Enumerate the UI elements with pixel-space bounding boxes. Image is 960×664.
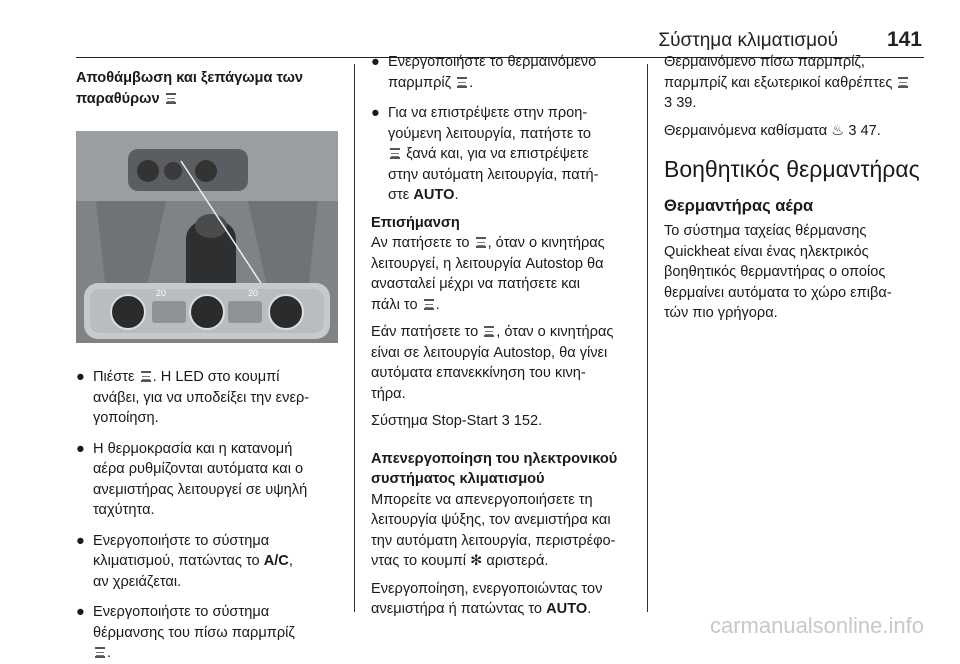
temp-label-right: 20 (248, 288, 259, 298)
body-paragraph: Μπορείτε να απενεργοποιήσετε τη λειτουργία ψύξης, τον ανεμιστήρα και την αυτόματη λειτουργία, περιστρέφο- ντας το κουμπί ✻ αριστερά. (371, 491, 616, 569)
temp-label-left: 20 (156, 288, 167, 298)
cross-reference: Σύστημα Stop-Start 3 152. (371, 413, 543, 429)
rear-window-heater-icon (95, 647, 105, 658)
list-item: ● Η θερμοκρασία και η κατανομή αέρα ρυθμίζονται αυτόματα και ο ανεμιστήρας λειτουργεί σε υψηλή ταχύτητα. (76, 440, 308, 518)
section-title: Βοηθητικός θερμαντήρας (664, 156, 920, 182)
body-paragraph: Ενεργοποίηση, ενεργοποιώντας τον ανεμιστήρα ή πατώντας το AUTO. (371, 580, 603, 617)
column-1 (76, 68, 340, 664)
subsection-title: Θερμαντήρας αέρα (664, 197, 814, 215)
list-item: ● Πιέστε . Η LED στο κουμπί ανάβει, για να υποδείξει την ενερ- γοποίηση. (76, 369, 310, 426)
defrost-icon (166, 93, 176, 104)
subsection-heading: Απενεργοποίηση του ηλεκτρονικού συστήματος κλιματισμού (371, 450, 618, 487)
windscreen-heater-icon (457, 77, 467, 88)
column-divider (647, 64, 648, 612)
console-illustration (76, 131, 338, 343)
defrost-icon (424, 299, 434, 310)
section-heading: Αποθάμβωση και ξεπάγωμα των παραθύρων (76, 70, 304, 107)
ref-arrow-icon: 3 (848, 122, 857, 139)
column-3 (664, 52, 926, 324)
note-paragraph: Εάν πατήσετε το , όταν ο κινητήρας είναι σε λειτουργία Autostop, θα γίνει αυτόματα επανεκκίνηση του κινη- τήρα. (371, 324, 614, 402)
note-title: Επισήμανση (371, 214, 460, 231)
defrost-icon (484, 326, 494, 337)
defrost-icon (390, 148, 400, 159)
body-paragraph: Θερμαινόμενα καθίσματα ♨ 3 47. (664, 122, 881, 139)
column-2 (371, 52, 633, 620)
list-item: ● Ενεργοποιήστε το σύστημα κλιματισμού, πατώντας το A/C, αν χρειάζεται. (76, 532, 293, 590)
body-paragraph: Το σύστημα ταχείας θέρμανσης Quickheat είναι ένας ηλεκτρικός βοηθητικός θερμαντήρας ο οποίος θερμαίνει αυτόματα το χώρο επιβα- τών πιο γρήγορα. (664, 223, 892, 321)
header-title: Σύστημα κλιματισμού (658, 30, 838, 51)
column-divider (354, 64, 355, 612)
ref-arrow-icon: 3 (664, 95, 673, 111)
note-paragraph: Αν πατήσετε το , όταν ο κινητήρας λειτουργεί, η λειτουργία Autostop θα ανασταλεί μέχρι να πατήσετε και πάλι το . (371, 235, 605, 313)
heated-seat-icon: ♨ (831, 122, 845, 139)
list-item: ● Ενεργοποιήστε το σύστημα θέρμανσης του πίσω παρμπρίζ . (76, 604, 295, 661)
page-number: 141 (886, 28, 922, 51)
watermark: carmanualsonline.info (709, 613, 924, 638)
ref-arrow-icon: 3 (501, 413, 510, 429)
rear-window-heater-icon (898, 77, 908, 88)
defrost-icon (476, 237, 486, 248)
climate-control-photo (76, 131, 338, 343)
list-item: ● Για να επιστρέψετε στην προη- γούμενη λειτουργία, πατήστε το ξανά και, για να επιστρέψετε στην αυτόματη λειτουργία, πατή- στε AUTO. (371, 105, 599, 203)
list-item: ● Ενεργοποιήστε το θερμαινόμενο παρμπρίζ . (371, 54, 597, 91)
fan-icon: ✻ (470, 553, 483, 569)
body-paragraph: Θερμαινόμενο πίσω παρμπρίζ, παρμπρίζ και εξωτερικοί καθρέπτες 3 39. (664, 52, 926, 114)
defrost-icon (141, 371, 151, 382)
